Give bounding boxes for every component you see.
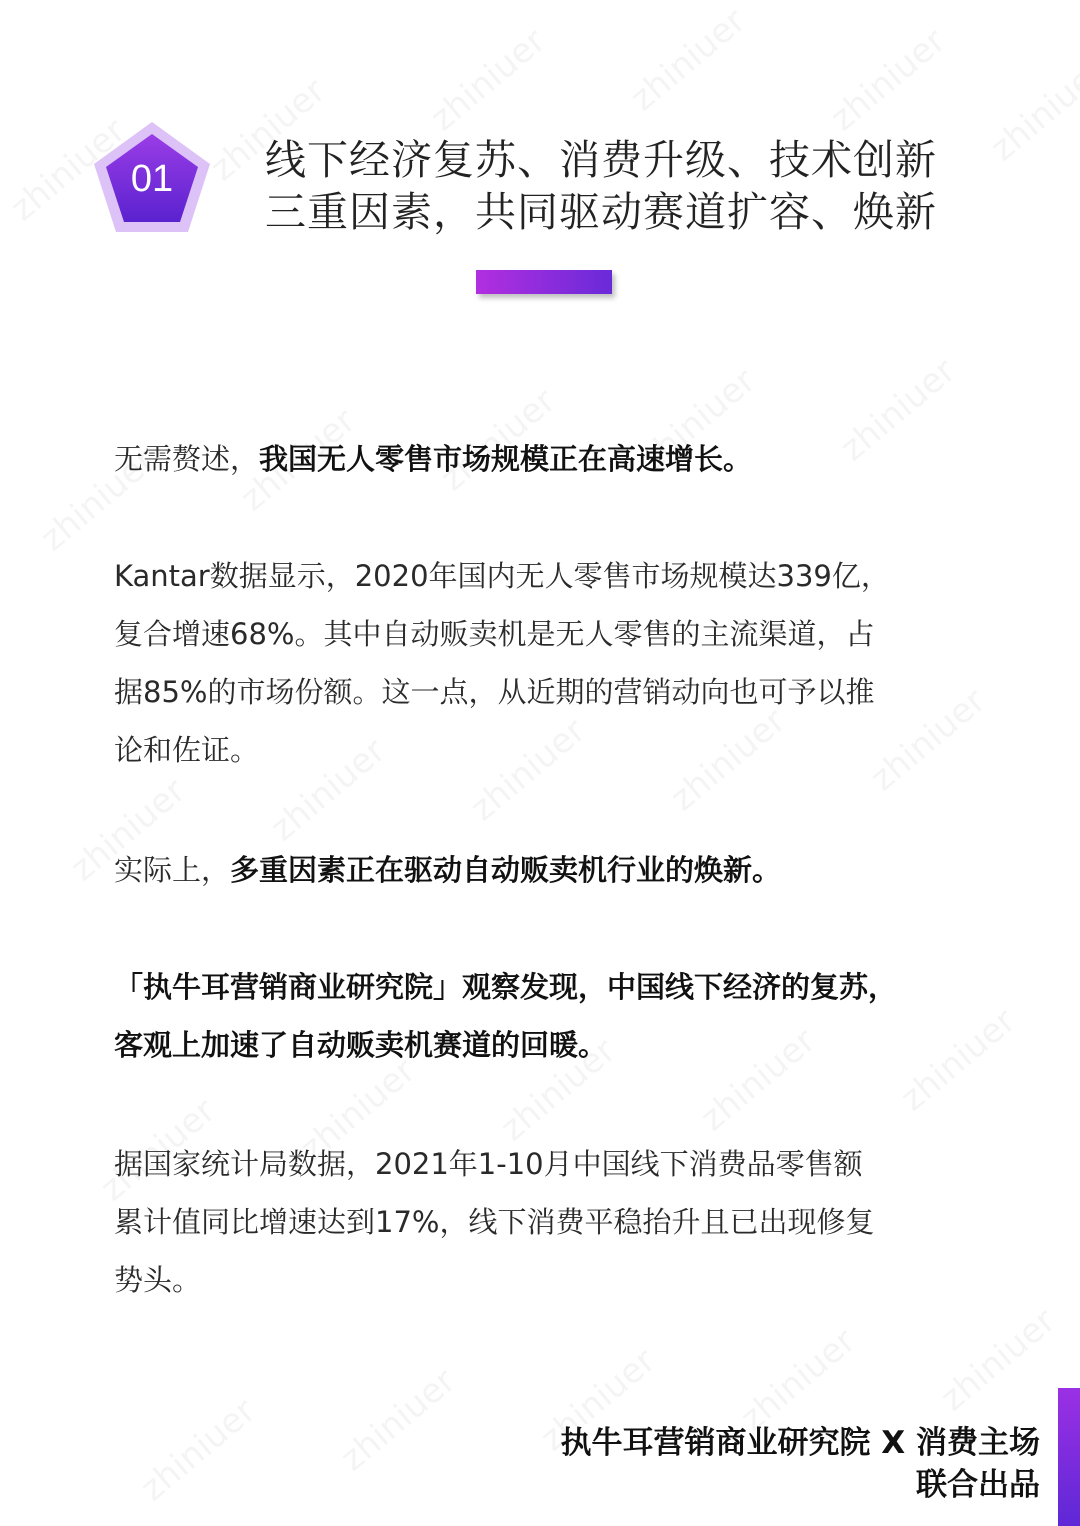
section-number-badge [92, 120, 212, 235]
watermark-text [133, 1391, 263, 1509]
footer-line-1: 执牛耳营销商业研究院 X 消费主场 [560, 1425, 1040, 1461]
accent-side-bar [1058, 1388, 1080, 1526]
p1-normal-text: 无需赘述， [114, 442, 260, 476]
watermark-text [933, 1301, 1063, 1419]
p1-bold-text: 我国无人零售市场规模正在高速增长。 [259, 442, 753, 476]
title-line-1: 线下经济复苏、消费升级、技术创新 [265, 136, 937, 184]
footer-credit [561, 1422, 1040, 1506]
p5-line-1: 据国家统计局数据，2021年1-10月中国线下消费品零售额 [114, 1147, 863, 1181]
badge-number: 01 [130, 158, 174, 200]
p3-bold-text: 多重因素正在驱动自动贩卖机行业的焕新。 [230, 853, 782, 887]
section-title [265, 134, 1005, 238]
watermark-text [823, 21, 953, 139]
watermark-text [423, 21, 553, 139]
p5-line-3: 势头。 [114, 1263, 202, 1297]
watermark-text [333, 1361, 463, 1479]
paragraph-2 [114, 547, 984, 779]
title-line-2: 三重因素，共同驱动赛道扩容、焕新 [265, 188, 937, 236]
p3-normal-text: 实际上， [114, 853, 231, 887]
p5-line-2: 累计值同比增速达到17%，线下消费平稳抬升且已出现修复 [114, 1205, 875, 1239]
paragraph-1 [114, 430, 984, 488]
p2-line-4: 论和佐证。 [114, 733, 260, 767]
title-underline-bar [476, 270, 612, 294]
watermark-text [623, 1, 753, 119]
p4-line-2: 客观上加速了自动贩卖机赛道的回暖。 [114, 1028, 608, 1062]
p2-line-3: 据85%的市场份额。这一点，从近期的营销动向也可予以推 [114, 675, 875, 709]
paragraph-5 [114, 1135, 984, 1309]
p2-line-2: 复合增速68%。其中自动贩卖机是无人零售的主流渠道，占 [114, 617, 875, 651]
p2-line-1: Kantar数据显示，2020年国内无人零售市场规模达339亿， [114, 559, 890, 593]
p4-line-1: 「执牛耳营销商业研究院」观察发现，中国线下经济的复苏， [114, 970, 898, 1004]
footer-line-2: 联合出品 [916, 1467, 1040, 1503]
paragraph-3 [114, 841, 984, 899]
paragraph-4 [114, 958, 984, 1074]
